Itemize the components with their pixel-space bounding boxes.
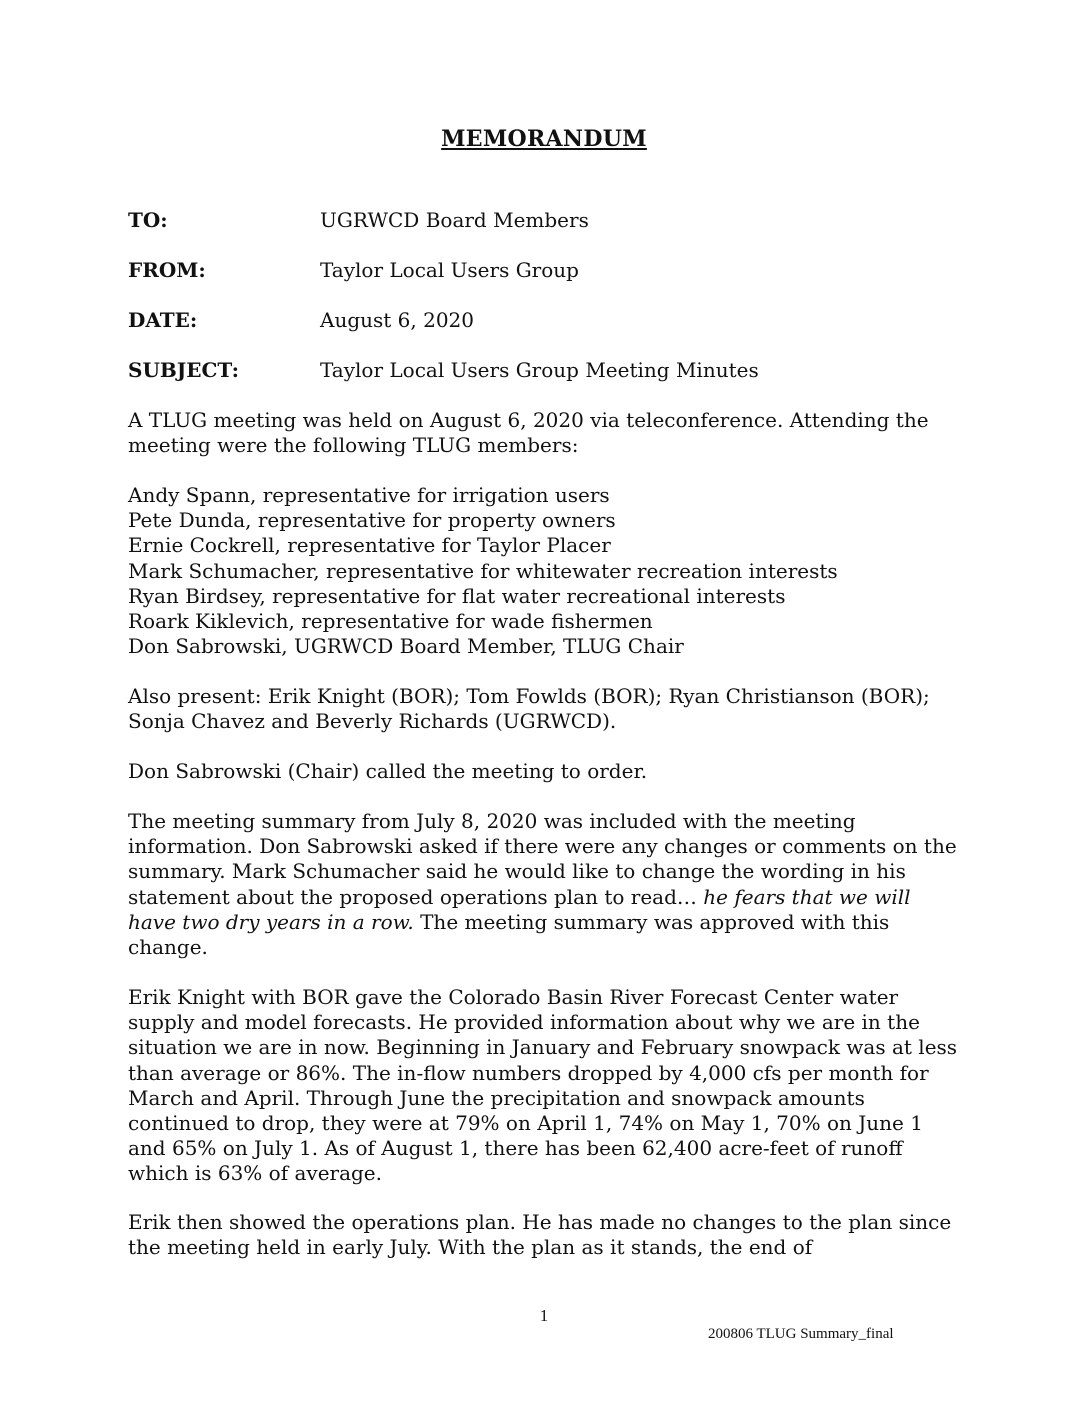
attendee-item: Ernie Cockrell, representative for Taylor Placer <box>128 533 611 558</box>
summary-italic-text: he fears that we will have two dry years in a row. <box>128 884 911 934</box>
operations-paragraph: Erik then showed the operations plan. He has made no changes to the plan since the meeting held in early July. With the plan as it stands, the end of <box>128 1210 952 1260</box>
attendee-item: Pete Dunda, representative for property owners <box>128 508 616 533</box>
subject-value: Taylor Local Users Group Meeting Minutes <box>320 358 759 382</box>
attendee-item: Ryan Birdsey, representative for flat water recreational interests <box>128 583 786 608</box>
from-value: Taylor Local Users Group <box>320 258 579 282</box>
date-value: August 6, 2020 <box>320 308 475 332</box>
summary-text: The meeting summary from July 8, 2020 was included with the meeting information. Don Sabrowski asked if there were any changes or comments on the summary. Mark Schumacher said he would like to change the wording in his statement about the proposed operations plan to read… <box>128 809 957 909</box>
attendee-item: Don Sabrowski, UGRWCD Board Member, TLUG Chair <box>128 634 684 659</box>
summary-paragraph <box>128 809 964 960</box>
summary-text-end: The meeting summary was approved with this change. <box>128 909 890 960</box>
attendee-list <box>128 483 964 659</box>
to-value: UGRWCD Board Members <box>320 208 589 232</box>
page-number: 1 <box>539 1306 549 1325</box>
attendee-item: Roark Kiklevich, representative for wade fishermen <box>128 609 653 634</box>
memo-title: MEMORANDUM <box>441 126 647 152</box>
intro-paragraph: A TLUG meeting was held on August 6, 2020 via teleconference. Attending the meeting were the following TLUG members: <box>128 408 929 458</box>
footer-file-name: 200806 TLUG Summary_final <box>708 1326 894 1342</box>
also-present-paragraph: Also present: Erik Knight (BOR); Tom Fowlds (BOR); Ryan Christianson (BOR); Sonja Chavez and Beverly Richards (UGRWCD). <box>128 684 930 734</box>
attendee-item: Mark Schumacher, representative for whitewater recreation interests <box>128 558 838 583</box>
from-label: FROM: <box>128 258 206 282</box>
to-label: TO: <box>128 208 168 232</box>
subject-label: SUBJECT: <box>128 358 239 382</box>
date-label: DATE: <box>128 308 198 332</box>
attendee-item: Andy Spann, representative for irrigation users <box>128 483 610 507</box>
called-to-order-paragraph: Don Sabrowski (Chair) called the meeting to order. <box>128 759 648 783</box>
forecast-paragraph: Erik Knight with BOR gave the Colorado Basin River Forecast Center water supply and model forecasts. He provided information about why we are in the situation we are in now. Beginning in January and February snowpack was at less than average or 86%. The in-flow numbers dropped by 4,000 cfs per month for March and April. Through June the precipitation and snowpack amounts continued to drop, they were at 79% on April 1, 74% on May 1, 70% on June 1 and 65% on July 1. As of August 1, there has been 62,400 acre-feet of runoff which is 63% of average. <box>128 985 958 1186</box>
